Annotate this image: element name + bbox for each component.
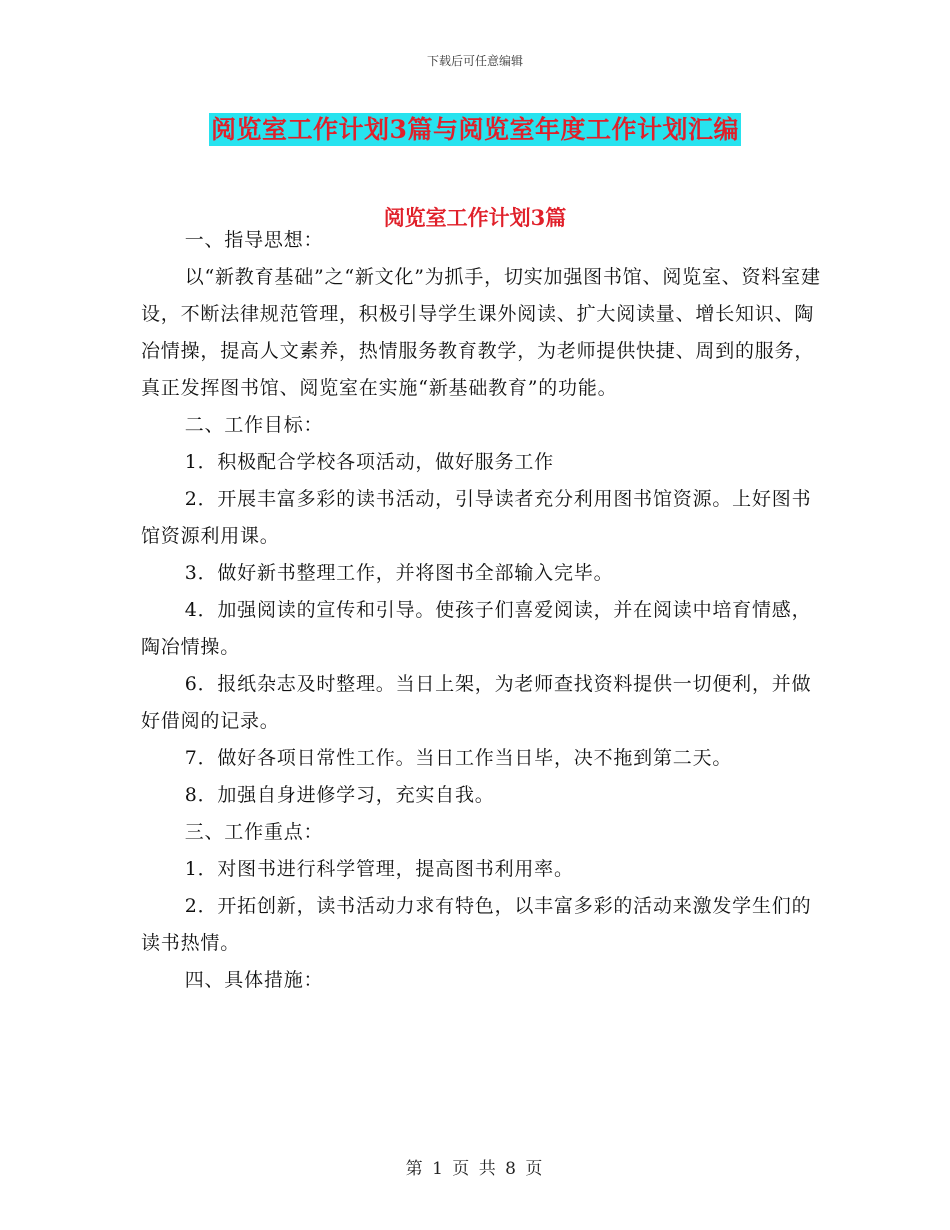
page-header: 下载后可任意编辑 [426,54,523,68]
paragraph: 1．积极配合学校各项活动，做好服务工作 [184,451,554,473]
paragraph: 三、工作重点： [184,821,324,843]
document-title [0,110,950,146]
paragraph: 以“新教育基础”之“新文化”为抓手，切实加强图书馆、阅览室、资料室建设，不断法律规范管理，积极引导学生课外阅读、扩大阅读量、增长知识、陶冶情操，提高人文素养，热情服务教育教学，为老师提供快捷、周到的服务，真正发挥图书馆、阅览室在实施“新基础教育”的功能。 [141,266,821,399]
document-body [141,222,821,999]
paragraph: 8．加强自身进修学习，充实自我。 [184,784,495,806]
section-title: 阅览室工作计划3篇 [383,205,567,230]
paragraph: 四、具体措施： [184,969,324,991]
paragraph: 4．加强阅读的宣传和引导。使孩子们喜爱阅读，并在阅读中培育情感，陶冶情操。 [141,599,812,658]
paragraph: 一、指导思想： [184,229,324,251]
paragraph: 2．开展丰富多彩的读书活动，引导读者充分利用图书馆资源。上好图书馆资源利用课。 [141,488,812,547]
paragraph: 二、工作目标： [184,414,324,436]
paragraph: 7．做好各项日常性工作。当日工作当日毕，决不拖到第二天。 [184,747,733,769]
paragraph: 6．报纸杂志及时整理。当日上架，为老师查找资料提供一切便利，并做好借阅的记录。 [141,673,812,732]
document-title-text: 阅览室工作计划3篇与阅览室年度工作计划汇编 [211,115,739,144]
paragraph: 3．做好新书整理工作，并将图书全部输入完毕。 [184,562,614,584]
page-number: 第 1 页 共 8 页 [405,1159,545,1179]
paragraph: 2．开拓创新，读书活动力求有特色，以丰富多彩的活动来激发学生们的读书热情。 [141,895,812,954]
paragraph: 1．对图书进行科学管理，提高图书利用率。 [184,858,574,880]
